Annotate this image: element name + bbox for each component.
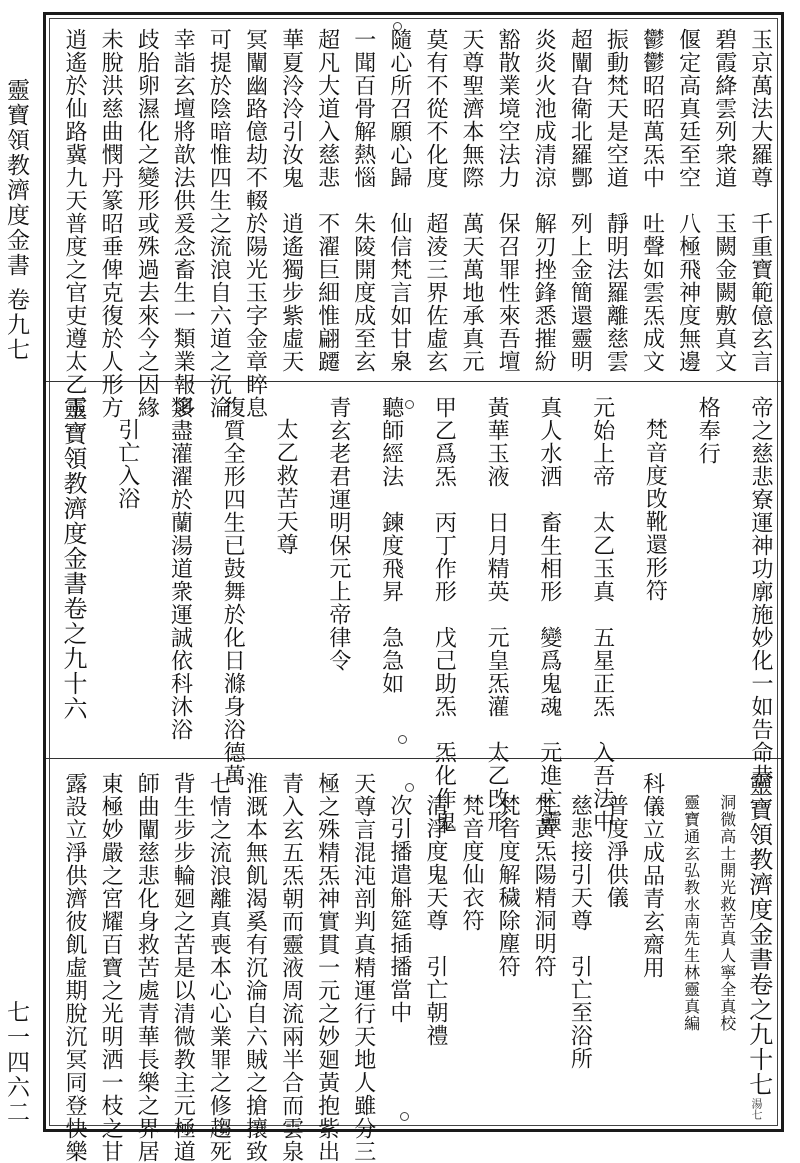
text-column: 次引播遣斛筵插播當中 [386,794,412,1024]
text-column: 東極妙嚴之宮耀百寶之光明洒一枝之甘 [98,772,124,1163]
text-column: 復質全形四生已鼓舞於化日滌身浴德萬 [220,396,246,787]
text-column: 莫有不從不化度 超淩三界佐虛玄 [422,28,448,373]
text-column: 青入玄五炁朝而靈液周流兩半合而雲泉 [278,772,304,1163]
text-column: 元始上帝 太乙玉真 五星正炁 入吾法中 [589,396,615,833]
text-column: 慈悲接引天尊 引亡至浴所 [567,794,593,1070]
text-column: 梵音度仙衣符 [459,794,485,932]
text-column: 師曲闡慈悲化身救苦處青華長樂之界居 [134,772,160,1163]
text-column: 背生步步輪廻之苦是以清微教主元極道 [170,772,196,1163]
text-column: 梵音度解穢除塵符 [495,794,521,978]
text-column: 清淨度鬼天尊 引亡朝禮 [422,794,448,1047]
page-stamp: 湯七 [750,1098,763,1120]
text-column: 青玄老君運明保元上帝律令 [325,396,351,672]
text-column: 黃華玉液 日月精英 元皇炁灌 太乙攺形 [484,396,510,833]
text-column: 偃定高真廷至空 八極飛神度無邊 [675,28,701,373]
text-column: 引亡入浴 [114,418,140,510]
text-column: 幸詣玄壇將歆法供爰念畜生一類業報多 [170,28,196,419]
text-column: 梵音度攺靴還形符 [642,418,668,602]
text-column: 科儀立成品青玄齋用 [639,772,665,979]
text-column: 冥闡幽路億劫不輟於陽光玉字金章睟息 [242,28,268,419]
text-column: 碧霞絳雲列衆道 玉闕金闕敷真文 [711,28,737,373]
text-column: 豁散業境空法力 保召罪性來吾壇 [495,28,521,373]
text-column: 露設立淨供濟彼飢虛期脫沉冥同登快樂 [62,772,87,1163]
text-column: 帝之慈悲寮運神功廓施妙化一如告命恭 [747,396,773,787]
text-column: 逍遙於仙路冀九天普度之官吏遵太乙玉 [62,28,87,419]
panel-divider-2 [46,758,781,759]
text-column: 七情之流浪離真喪本心心業罪之修趨死 [206,772,232,1163]
text-column: 太乙救苦天尊 [273,418,299,556]
text-column: 梵黃炁陽精洞明符 [531,794,557,978]
text-column: 玉京萬法大羅尊 千重寶範億玄言 [747,28,773,373]
text-column: 鬱鬱昭昭萬炁中 吐聲如雲炁成文 [639,28,665,373]
text-column: 超凡大道入慈悲 不濯巨細惟翩躚 [314,28,340,373]
text-column: 甲乙爲炁 丙丁作形 戊己助炁 炁化作鬼 [431,396,457,833]
side-title: 靈寶領教濟度金書 卷九七 [3,78,29,363]
chapter-title: 靈寶領教濟度金書卷之九十七 [744,772,773,1097]
text-column: 真人水洒 畜生相形 變爲鬼魂 元進亡靈 [536,396,562,833]
text-panel-bottom [55,772,773,1163]
text-panel-middle [55,396,773,833]
text-column: 靈寶通玄弘教水南先生林靈真編 [681,794,701,1032]
text-column: 未脫洪慈曲憫丹篆昭垂俾克復於人形方 [98,28,124,419]
text-column: 洞微高士開光救苦真人寧全真校 [717,794,737,1032]
text-column: 類盡灌濯於蘭湯道衆運誠依科沐浴 [167,396,193,741]
text-panel-top [55,28,773,419]
side-page-number: 七一四六二 [3,1000,29,1125]
text-column: 淮溉本無飢渴奚有沉淪自六賊之搶攘致 [242,772,268,1163]
text-column: 天尊聖濟本無際 萬天萬地承真元 [459,28,485,373]
text-column: 普度淨供儀 [603,794,629,909]
chapter-end-title: 靈寶領教濟度金書卷之九十六 [59,396,87,721]
text-column: 格奉行 [695,396,721,465]
text-column: 一聞百骨解熱惱 朱陵開度成至玄 [350,28,376,373]
text-column: 聽師經法 鍊度飛昇 急急如 [378,396,404,695]
text-column: 炎炎火池成清涼 解刃挫鋒悉摧紛 [531,28,557,373]
text-column: 天尊言混沌剖判真精運行天地人雖分三 [350,772,376,1163]
text-column: 可提於陰暗惟四生之流浪自六道之沉淪 [206,28,232,419]
text-column: 隨心所召願心歸 仙信梵言如甘泉 [386,28,412,373]
text-column: 超闡旮衛北羅酆 列上金簡還靈明 [567,28,593,373]
text-column: 振動梵天是空道 靜明法羅離慈雲 [603,28,629,373]
text-column: 歧胎卵濕化之變形或殊過去來今之因緣 [134,28,160,419]
text-column: 極之殊精炁神實貫一元之妙廻黃抱紫出 [314,772,340,1163]
text-column: 華夏泠泠引汝鬼 逍遙獨步紫虛天 [278,28,304,373]
